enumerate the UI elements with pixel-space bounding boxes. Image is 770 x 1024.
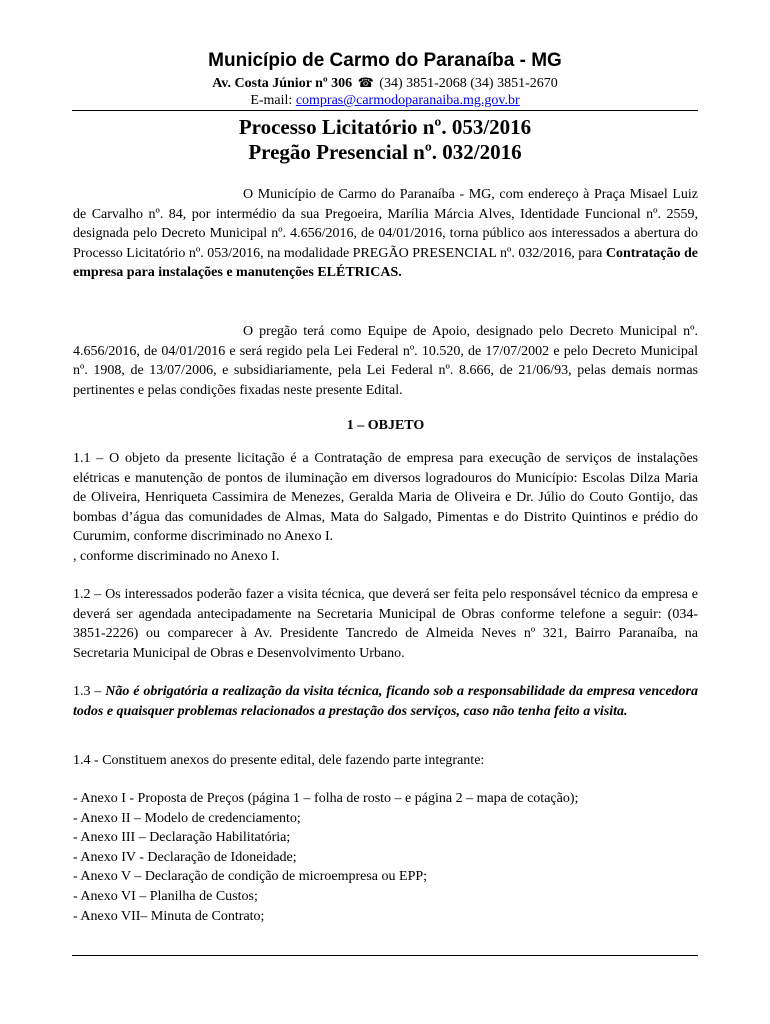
email-link[interactable]: compras@carmodoparanaiba.mg.gov.br [295,93,520,108]
municipality-title: Município de Carmo do Paranaíba - MG [208,50,562,71]
annex-item: - Anexo II – Modelo de credenciamento; [73,810,301,826]
pregao-title: Pregão Presencial nº. 032/2016 [248,140,522,164]
annex-list [73,789,698,926]
header-divider [72,110,698,111]
footer-divider [72,955,698,956]
annex-item: - Anexo V – Declaração de condição de microempresa ou EPP; [73,869,428,885]
intro-paragraph [73,185,698,283]
paragraph-1-2: 1.2 – Os interessados poderão fazer a visita técnica, que deverá ser feita pelo responsável técnico da empresa e deverá ser agendada antecipadamente na Secretaria Municipal de Obras conforme telefone a seguir: (034-3851-2226) ou comparecer à Av. Presidente Tancredo de Almeida Neves nº 321, Bairro Paranaíba, na Secretaria Municipal de Obras e Desenvolvimento Urbano. [73,587,698,661]
email-label: E-mail: [250,93,296,108]
annex-item: - Anexo I - Proposta de Preços (página 1 – folha de rosto – e página 2 – mapa de cotação); [73,791,579,806]
paragraph-1-1: 1.1 – O objeto da presente licitação é a Contratação de empresa para execução de serviços de instalações elétricas e manutenção de pontos de iluminação em diversos logradouros do Município: Escolas Dilza Maria de Oliveira, Henriqueta Cassimira de Menezes, Geralda Maria de Oliveira e Dr. Júlio do Couto Gontijo, das bombas d’água das comunidades de Almas, Mata do Salgado, Pimentas e do Distrito Quintinos e prédio do Curumim, conforme discriminado no Anexo I. [73,451,698,545]
intro-object-bold: Contratação de empresa para instalações e manutenções ELÉTRICAS. [73,245,698,281]
address: Av. Costa Júnior nº 306 [212,76,353,91]
equipe-paragraph: O pregão terá como Equipe de Apoio, designado pelo Decreto Municipal nº. 4.656/2016, de 04/01/2016 e será regido pela Lei Federal nº. 10.520, de 17/07/2002 e pelo Decreto Municipal nº. 1908, de 13/07/2006, e subsidiariamente, pela Lei Federal nº. 8.666, de 21/06/93, pelas demais normas pertinentes e pelas condições fixadas neste presente Edital. [73,324,698,398]
address-line [0,74,770,92]
phone-numbers: (34) 3851-2068 (34) 3851-2670 [379,76,558,91]
email-line [0,92,770,109]
annex-item: - Anexo VII– Minuta de Contrato; [73,908,265,924]
paragraph-1-3-bold: Não é obrigatória a realização da visita técnica, ficando sob a responsabilidade da empresa vencedora todos e quaisquer problemas relacionados a prestação dos serviços, caso não tenha feito a visita. [73,684,699,719]
annex-item: - Anexo III – Declaração Habilitatória; [73,830,291,846]
paragraph-1-1-continuation: , conforme discriminado no Anexo I. [73,549,280,564]
paragraph-1-3-prefix: 1.3 – [73,684,106,699]
annex-item: - Anexo VI – Planilha de Custos; [73,888,258,904]
annex-item: - Anexo IV - Declaração de Idoneidade; [73,849,297,865]
telephone-icon: ☎ [357,75,374,90]
paragraph-1-3 [73,682,698,721]
intro-text: O Município de Carmo do Paranaíba - MG, com endereço à Praça Misael Luiz de Carvalho nº. 84, por intermédio da sua Pregoeira, Marília Márcia Alves, Identidade Funcional nº. 2559, designada pelo Decreto Municipal nº. 4.656/2016, de 04/01/2016, torna público aos interessados a abertura do Processo Licitatório nº. 053/2016, na modalidade PREGÃO PRESENCIAL nº. 032/2016, para [73,187,698,261]
section-heading-objeto: 1 – OBJETO [346,418,425,433]
paragraph-1-4: 1.4 - Constituem anexos do presente edital, dele fazendo parte integrante: [73,753,485,768]
process-title: Processo Licitatório nº. 053/2016 [238,115,532,139]
